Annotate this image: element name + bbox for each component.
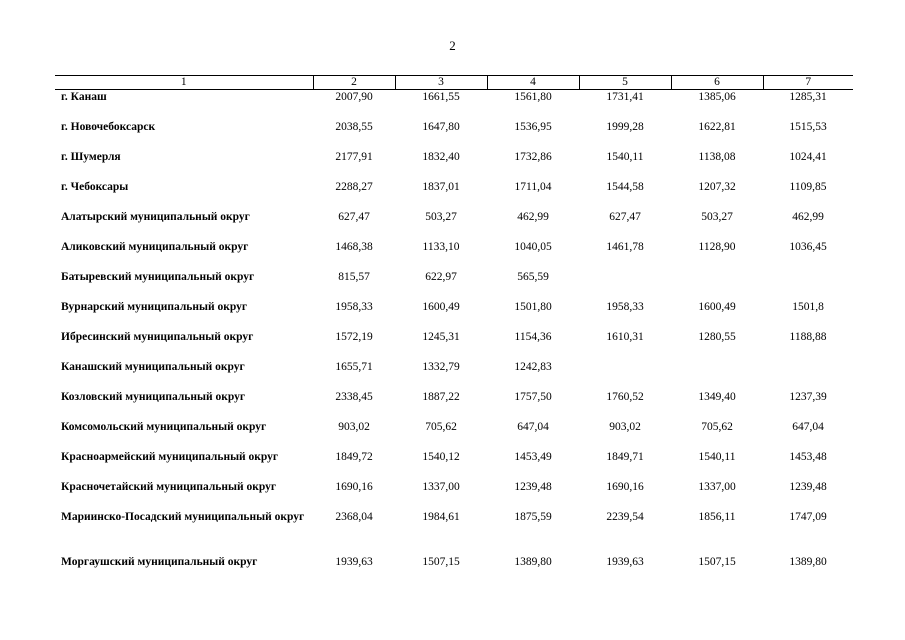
value-cell: 1849,71 <box>606 451 644 463</box>
value-cell: 1242,83 <box>514 361 552 373</box>
value-cell: 1540,11 <box>606 151 644 163</box>
value-cell: 1561,80 <box>514 91 552 103</box>
value-cell: 1285,31 <box>789 91 827 103</box>
value-cell: 1536,95 <box>514 121 552 133</box>
value-cell: 1138,08 <box>698 151 736 163</box>
value-cell: 1600,49 <box>698 301 736 313</box>
table-row <box>55 390 853 420</box>
value-cell <box>763 360 853 390</box>
value-cell <box>579 270 671 300</box>
value-cell: 1109,85 <box>789 181 827 193</box>
value-cell: 1661,55 <box>422 91 460 103</box>
column-header: 7 <box>763 76 853 90</box>
value-cell: 705,62 <box>701 421 733 433</box>
district-name-cell: Вурнарский муниципальный округ <box>61 301 248 313</box>
value-cell: 1832,40 <box>422 151 460 163</box>
value-cell: 1468,38 <box>335 241 373 253</box>
value-cell: 1245,31 <box>422 331 460 343</box>
value-cell: 565,59 <box>517 271 549 283</box>
table-row <box>55 480 853 510</box>
value-cell: 1515,53 <box>789 121 827 133</box>
district-name-cell: г. Шумерля <box>61 151 121 163</box>
value-cell: 1544,58 <box>606 181 644 193</box>
data-table <box>55 75 853 585</box>
value-cell: 1239,48 <box>514 481 552 493</box>
value-cell: 1036,45 <box>789 241 827 253</box>
value-cell: 1332,79 <box>422 361 460 373</box>
table-row <box>55 90 853 121</box>
value-cell: 1385,06 <box>698 91 736 103</box>
value-cell: 1024,41 <box>789 151 827 163</box>
value-cell: 1757,50 <box>514 391 552 403</box>
value-cell <box>579 360 671 390</box>
value-cell: 903,02 <box>338 421 370 433</box>
table-body <box>55 90 853 586</box>
value-cell: 647,04 <box>792 421 824 433</box>
value-cell: 2177,91 <box>335 151 373 163</box>
header-row <box>55 76 853 90</box>
district-name-cell: Моргаушский муниципальный округ <box>61 556 258 568</box>
value-cell <box>671 360 763 390</box>
value-cell: 1731,41 <box>606 91 644 103</box>
table-row <box>55 180 853 210</box>
value-cell: 1389,80 <box>514 556 552 568</box>
value-cell: 647,04 <box>517 421 549 433</box>
value-cell: 462,99 <box>792 211 824 223</box>
value-cell: 1337,00 <box>422 481 460 493</box>
value-cell: 903,02 <box>609 421 641 433</box>
value-cell: 1154,36 <box>514 331 552 343</box>
value-cell: 1690,16 <box>606 481 644 493</box>
value-cell: 1572,19 <box>335 331 373 343</box>
district-name-cell: Ибресинский муниципальный округ <box>61 331 254 343</box>
table-row <box>55 150 853 180</box>
value-cell: 627,47 <box>609 211 641 223</box>
value-cell: 1711,04 <box>514 181 552 193</box>
table-row <box>55 450 853 480</box>
district-name-cell: Мариинско-Посадский муниципальный округ <box>61 511 305 523</box>
value-cell: 1647,80 <box>422 121 460 133</box>
table-row <box>55 360 853 390</box>
value-cell: 1958,33 <box>606 301 644 313</box>
column-header: 2 <box>313 76 395 90</box>
district-name-cell: г. Чебоксары <box>61 181 129 193</box>
column-header: 4 <box>487 76 579 90</box>
value-cell: 2239,54 <box>606 511 644 523</box>
value-cell: 2007,90 <box>335 91 373 103</box>
district-name-cell: Комсомольский муниципальный округ <box>61 421 267 433</box>
district-name-cell: Канашский муниципальный округ <box>61 361 245 373</box>
value-cell: 1540,12 <box>422 451 460 463</box>
value-cell: 1849,72 <box>335 451 373 463</box>
value-cell: 503,27 <box>701 211 733 223</box>
value-cell: 1600,49 <box>422 301 460 313</box>
table-row <box>55 210 853 240</box>
district-name-cell: Аликовский муниципальный округ <box>61 241 249 253</box>
value-cell: 1690,16 <box>335 481 373 493</box>
value-cell: 2368,04 <box>335 511 373 523</box>
value-cell: 1349,40 <box>698 391 736 403</box>
value-cell: 462,99 <box>517 211 549 223</box>
value-cell <box>671 270 763 300</box>
value-cell: 1747,09 <box>789 511 827 523</box>
value-cell: 1501,8 <box>792 301 824 313</box>
value-cell: 2288,27 <box>335 181 373 193</box>
value-cell: 1239,48 <box>789 481 827 493</box>
value-cell: 1337,00 <box>698 481 736 493</box>
value-cell: 1133,10 <box>422 241 460 253</box>
column-header: 5 <box>579 76 671 90</box>
table-row <box>55 420 853 450</box>
value-cell: 1507,15 <box>698 556 736 568</box>
table-row <box>55 330 853 360</box>
district-name-cell: Красночетайский муниципальный округ <box>61 481 277 493</box>
value-cell <box>763 270 853 300</box>
table-row <box>55 270 853 300</box>
column-header: 1 <box>55 76 313 90</box>
value-cell: 1453,49 <box>514 451 552 463</box>
value-cell: 1453,48 <box>789 451 827 463</box>
table-row <box>55 240 853 270</box>
column-header: 6 <box>671 76 763 90</box>
value-cell: 1188,88 <box>789 331 827 343</box>
value-cell: 622,97 <box>425 271 457 283</box>
value-cell: 1507,15 <box>422 556 460 568</box>
value-cell: 1939,63 <box>335 556 373 568</box>
value-cell: 1939,63 <box>606 556 644 568</box>
table-row <box>55 120 853 150</box>
value-cell: 1207,32 <box>698 181 736 193</box>
value-cell: 1984,61 <box>422 511 460 523</box>
table-row <box>55 555 853 585</box>
value-cell: 1875,59 <box>514 511 552 523</box>
value-cell: 1501,80 <box>514 301 552 313</box>
value-cell: 1655,71 <box>335 361 373 373</box>
value-cell: 1622,81 <box>698 121 736 133</box>
district-name-cell: Красноармейский муниципальный округ <box>61 451 279 463</box>
value-cell: 1237,39 <box>789 391 827 403</box>
value-cell: 1732,86 <box>514 151 552 163</box>
value-cell: 1760,52 <box>606 391 644 403</box>
district-name-cell: г. Канаш <box>61 91 107 103</box>
value-cell: 1837,01 <box>422 181 460 193</box>
district-name-cell: г. Новочебоксарск <box>61 121 156 133</box>
value-cell: 1461,78 <box>606 241 644 253</box>
value-cell: 1887,22 <box>422 391 460 403</box>
value-cell: 705,62 <box>425 421 457 433</box>
district-name-cell: Алатырский муниципальный округ <box>61 211 250 223</box>
value-cell: 1128,90 <box>698 241 736 253</box>
value-cell: 1389,80 <box>789 556 827 568</box>
value-cell: 815,57 <box>338 271 370 283</box>
value-cell: 1856,11 <box>698 511 736 523</box>
page-number: 2 <box>449 38 456 53</box>
value-cell: 1040,05 <box>514 241 552 253</box>
value-cell: 1540,11 <box>698 451 736 463</box>
value-cell: 1610,31 <box>606 331 644 343</box>
value-cell: 1999,28 <box>606 121 644 133</box>
value-cell: 1280,55 <box>698 331 736 343</box>
value-cell: 503,27 <box>425 211 457 223</box>
value-cell: 627,47 <box>338 211 370 223</box>
column-header: 3 <box>395 76 487 90</box>
district-name-cell: Батыревский муниципальный округ <box>61 271 255 283</box>
value-cell: 1958,33 <box>335 301 373 313</box>
value-cell: 2038,55 <box>335 121 373 133</box>
table-row <box>55 510 853 555</box>
district-name-cell: Козловский муниципальный округ <box>61 391 246 403</box>
value-cell: 2338,45 <box>335 391 373 403</box>
table-row <box>55 300 853 330</box>
